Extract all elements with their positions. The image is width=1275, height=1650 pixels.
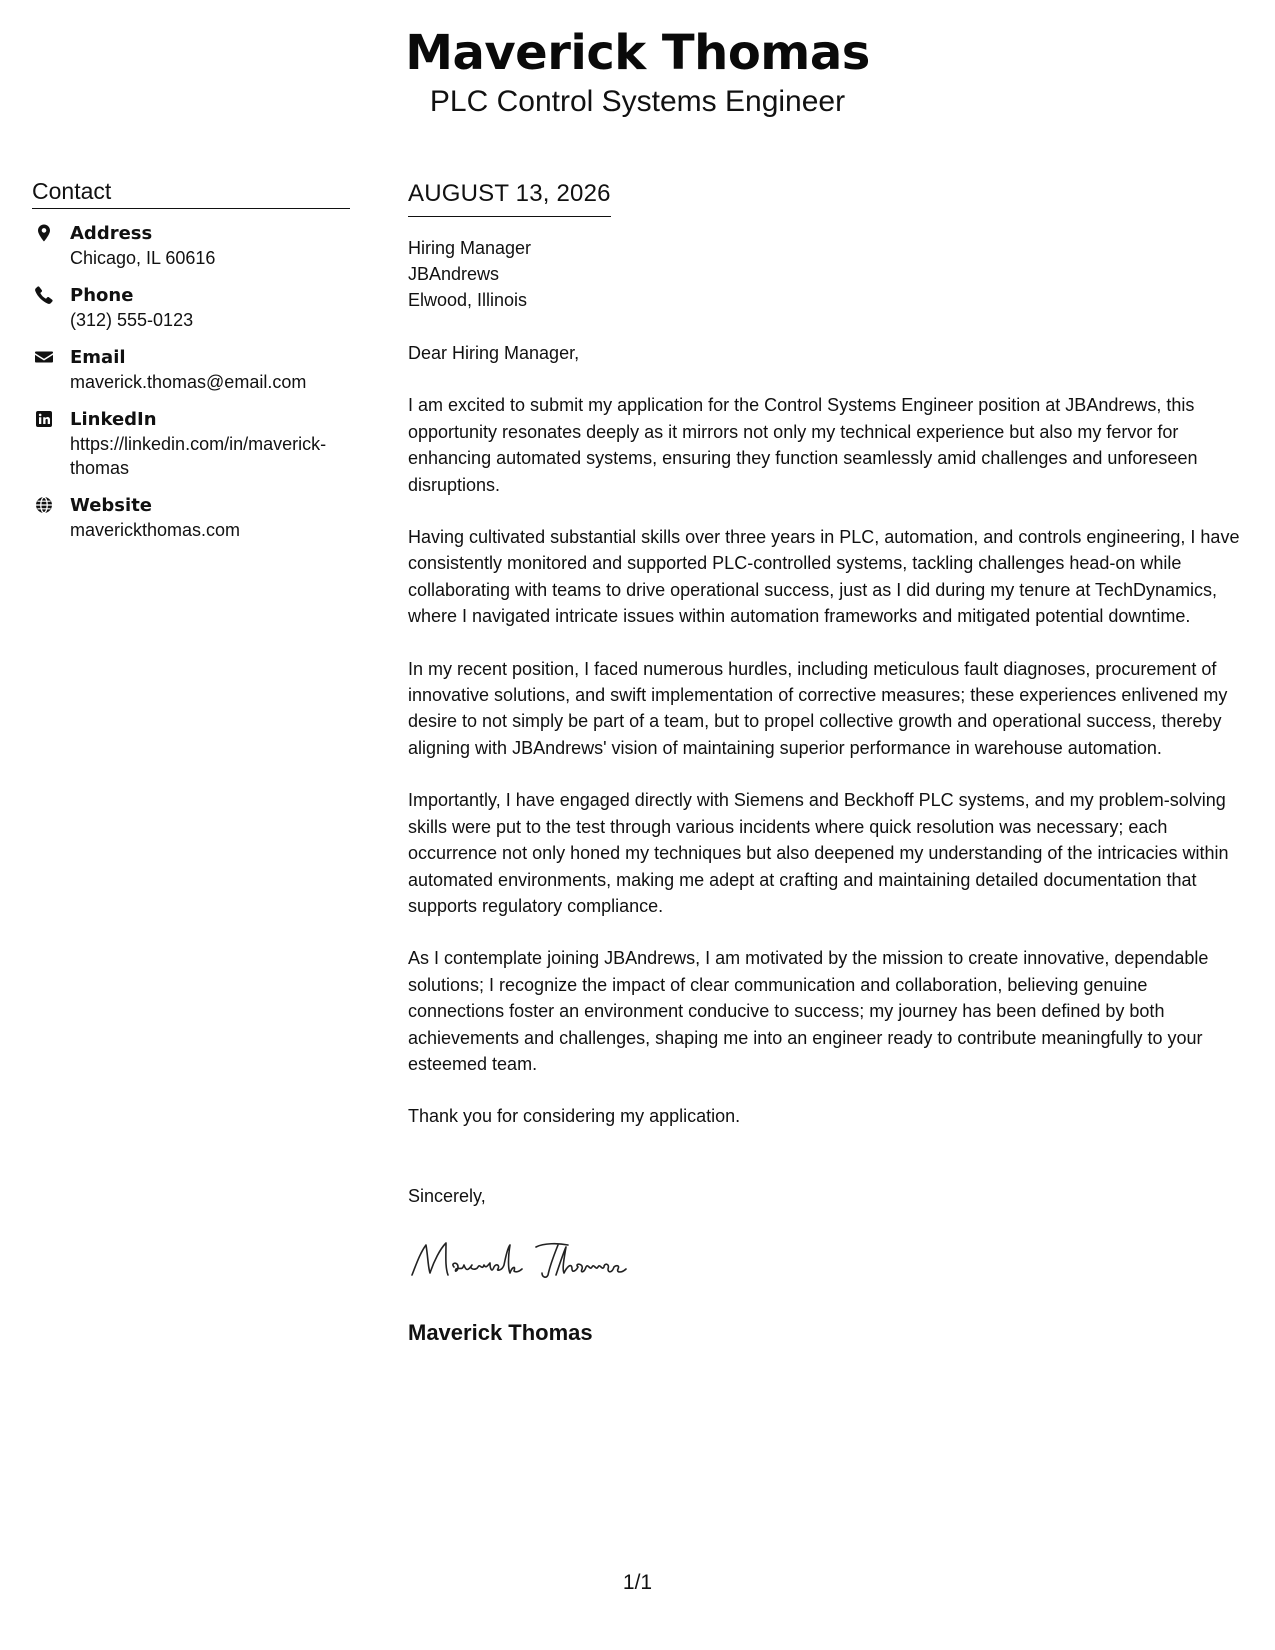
contact-value[interactable]: https://linkedin.com/in/maverick-thomas	[70, 434, 327, 478]
globe-icon	[34, 495, 54, 515]
applicant-name: Maverick Thomas	[405, 25, 870, 81]
envelope-icon	[34, 347, 54, 367]
linkedin-icon	[34, 409, 54, 429]
map-pin-icon	[34, 223, 54, 243]
contact-item-website	[32, 493, 350, 542]
contact-sidebar	[32, 176, 350, 555]
contact-label: Phone	[70, 285, 134, 306]
contact-value: (312) 555-0123	[70, 310, 194, 330]
recipient-location: Elwood, Illinois	[408, 290, 528, 310]
letter-paragraph: Thank you for considering my application.	[408, 1106, 741, 1127]
contact-heading: Contact	[32, 176, 350, 209]
salutation: Dear Hiring Manager,	[408, 343, 580, 363]
recipient-company: JBAndrews	[408, 264, 500, 284]
handwritten-signature	[408, 1235, 678, 1285]
contact-label: Website	[70, 495, 153, 516]
letter-date: AUGUST 13, 2026	[408, 178, 611, 217]
letter-paragraph: As I contemplate joining JBAndrews, I am motivated by the mission to create innovative, dependable solutions; I recognize the impact of clear communication and collaboration, believing genuine connections foster an environment conducive to success; my journey has been defined by both achievements and challenges, shaping me into an engineer ready to contribute meaningfully to your esteemed team.	[408, 948, 1209, 1074]
recipient-title: Hiring Manager	[408, 238, 532, 258]
letter-paragraph: Importantly, I have engaged directly with Siemens and Beckhoff PLC systems, and my problem-solving skills were put to the test through various incidents where quick resolution was necessary; each occurrence not only honed my techniques but also deepened my understanding of the intricacies within automated environments, making me adept at crafting and maintaining detailed documentation that supports regulatory compliance.	[408, 790, 1229, 916]
recipient-block	[408, 235, 1248, 313]
contact-item-email	[32, 345, 350, 394]
letter-header	[0, 22, 1275, 120]
signer-name: Maverick Thomas	[408, 1320, 593, 1346]
letter-paragraph: I am excited to submit my application for the Control Systems Engineer position at JBAndrews, this opportunity resonates deeply as it mirrors not only my technical experience but also my fervor for enhancing automated systems, ensuring they function seamlessly amid challenges and unforeseen disruptions.	[408, 395, 1198, 495]
contact-value[interactable]: maverickthomas.com	[70, 520, 241, 540]
contact-label: Email	[70, 347, 126, 368]
letter-body	[408, 178, 1248, 1348]
letter-paragraph: Having cultivated substantial skills over three years in PLC, automation, and controls engineering, I have consistently monitored and supported PLC-controlled systems, tackling challenges head-on while collaborating with teams to drive operational success, just as I did during my tenure at TechDynamics, where I navigated intricate issues within automation frameworks and mitigated potential downtime.	[408, 527, 1240, 627]
closing: Sincerely,	[408, 1185, 486, 1206]
contact-label: Address	[70, 223, 153, 244]
page-number: 1/1	[622, 1571, 653, 1594]
contact-item-address	[32, 221, 350, 270]
phone-icon	[34, 285, 54, 305]
applicant-job-title: PLC Control Systems Engineer	[429, 85, 846, 118]
contact-label: LinkedIn	[70, 409, 157, 430]
contact-value: maverick.thomas@email.com	[70, 372, 307, 392]
contact-value: Chicago, IL 60616	[70, 248, 216, 268]
contact-item-linkedin	[32, 407, 350, 480]
contact-item-phone	[32, 283, 350, 332]
letter-paragraph: In my recent position, I faced numerous hurdles, including meticulous fault diagnoses, procurement of innovative solutions, and swift implementation of corrective measures; these experiences enlivened my desire to not simply be part of a team, but to propel collective growth and operational success, thereby aligning with JBAndrews' vision of maintaining superior performance in warehouse automation.	[408, 658, 1228, 758]
